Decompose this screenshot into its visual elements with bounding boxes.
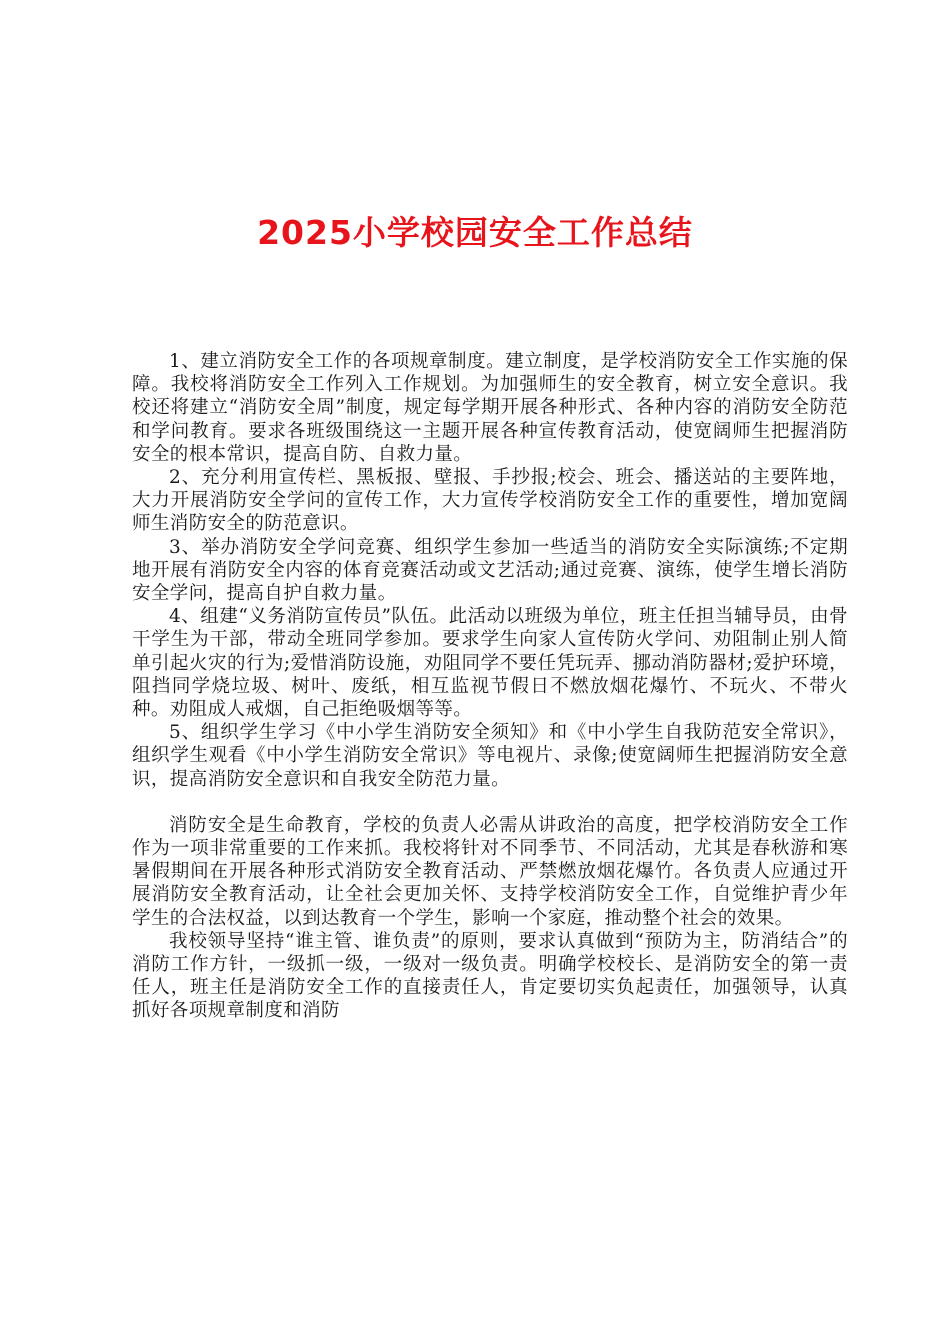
paragraph-3: 3、举办消防安全学问竞赛、组织学生参加一些适当的消防安全实际演练;不定期地开展有消防安全内容的体育竞赛活动或文艺活动;通过竞赛、演练，使学生增长消防安全学问，提高自护自救力量。: [132, 536, 848, 605]
paragraph-6: 消防安全是生命教育，学校的负责人必需从讲政治的高度，把学校消防安全工作作为一项非常重要的工作来抓。我校将针对不同季节、不同活动，尤其是春秋游和寒暑假期间在开展各种形式消防安全教育活动、严禁燃放烟花爆竹。各负责人应通过开展消防安全教育活动，让全社会更加关怀、支持学校消防安全工作，自觉维护青少年学生的合法权益，以到达教育一个学生，影响一个家庭，推动整个社会的效果。: [132, 814, 848, 929]
document-title: 2025小学校园安全工作总结: [257, 213, 693, 252]
paragraph-2: 2、充分利用宣传栏、黑板报、壁报、手抄报;校会、班会、播送站的主要阵地，大力开展消防安全学问的宣传工作，大力宣传学校消防安全工作的重要性，增加宽阔师生消防安全的防范意识。: [132, 467, 848, 535]
paragraph-1: 1、建立消防安全工作的各项规章制度。建立制度，是学校消防安全工作实施的保障。我校将消防安全工作列入工作规划。为加强师生的安全教育，树立安全意识。我校还将建立“消防安全周”制度，规定每学期开展各种形式、各种内容的消防安全防范和学问教育。要求各班级围绕这一主题开展各种宣传教育活动，使宽阔师生把握消防安全的根本常识，提高自防、自救力量。: [132, 351, 848, 465]
document-body: [132, 350, 848, 1023]
paragraph-4: 4、组建“义务消防宣传员”队伍。此活动以班级为单位，班主任担当辅导员，由骨干学生为干部，带动全班同学参加。要求学生向家人宣传防火学问、劝阻制止别人简单引起火灾的行为;爱惜消防设施，劝阻同学不要任凭玩弄、挪动消防器材;爱护环境，阻挡同学烧垃圾、树叶、废纸，相互监视节假日不燃放烟花爆竹、不玩火、不带火种。劝阻成人戒烟，自己拒绝吸烟等等。: [132, 606, 848, 721]
paragraph-7: 我校领导坚持“谁主管、谁负责”的原则，要求认真做到“预防为主，防消结合”的消防工作方针，一级抓一级，一级对一级负责。明确学校校长、是消防安全的第一责任人，班主任是消防安全工作的直接责任人，肯定要切实负起责任，加强领导，认真抓好各项规章制度和消防: [132, 930, 848, 1022]
section-gap: [132, 791, 848, 814]
paragraph-5: 5、组织学生学习《中小学生消防安全须知》和《中小学生自我防范安全常识》，组织学生观看《中小学生消防安全常识》等电视片、录像;使宽阔师生把握消防安全意识，提高消防安全意识和自我安全防范力量。: [132, 722, 848, 790]
